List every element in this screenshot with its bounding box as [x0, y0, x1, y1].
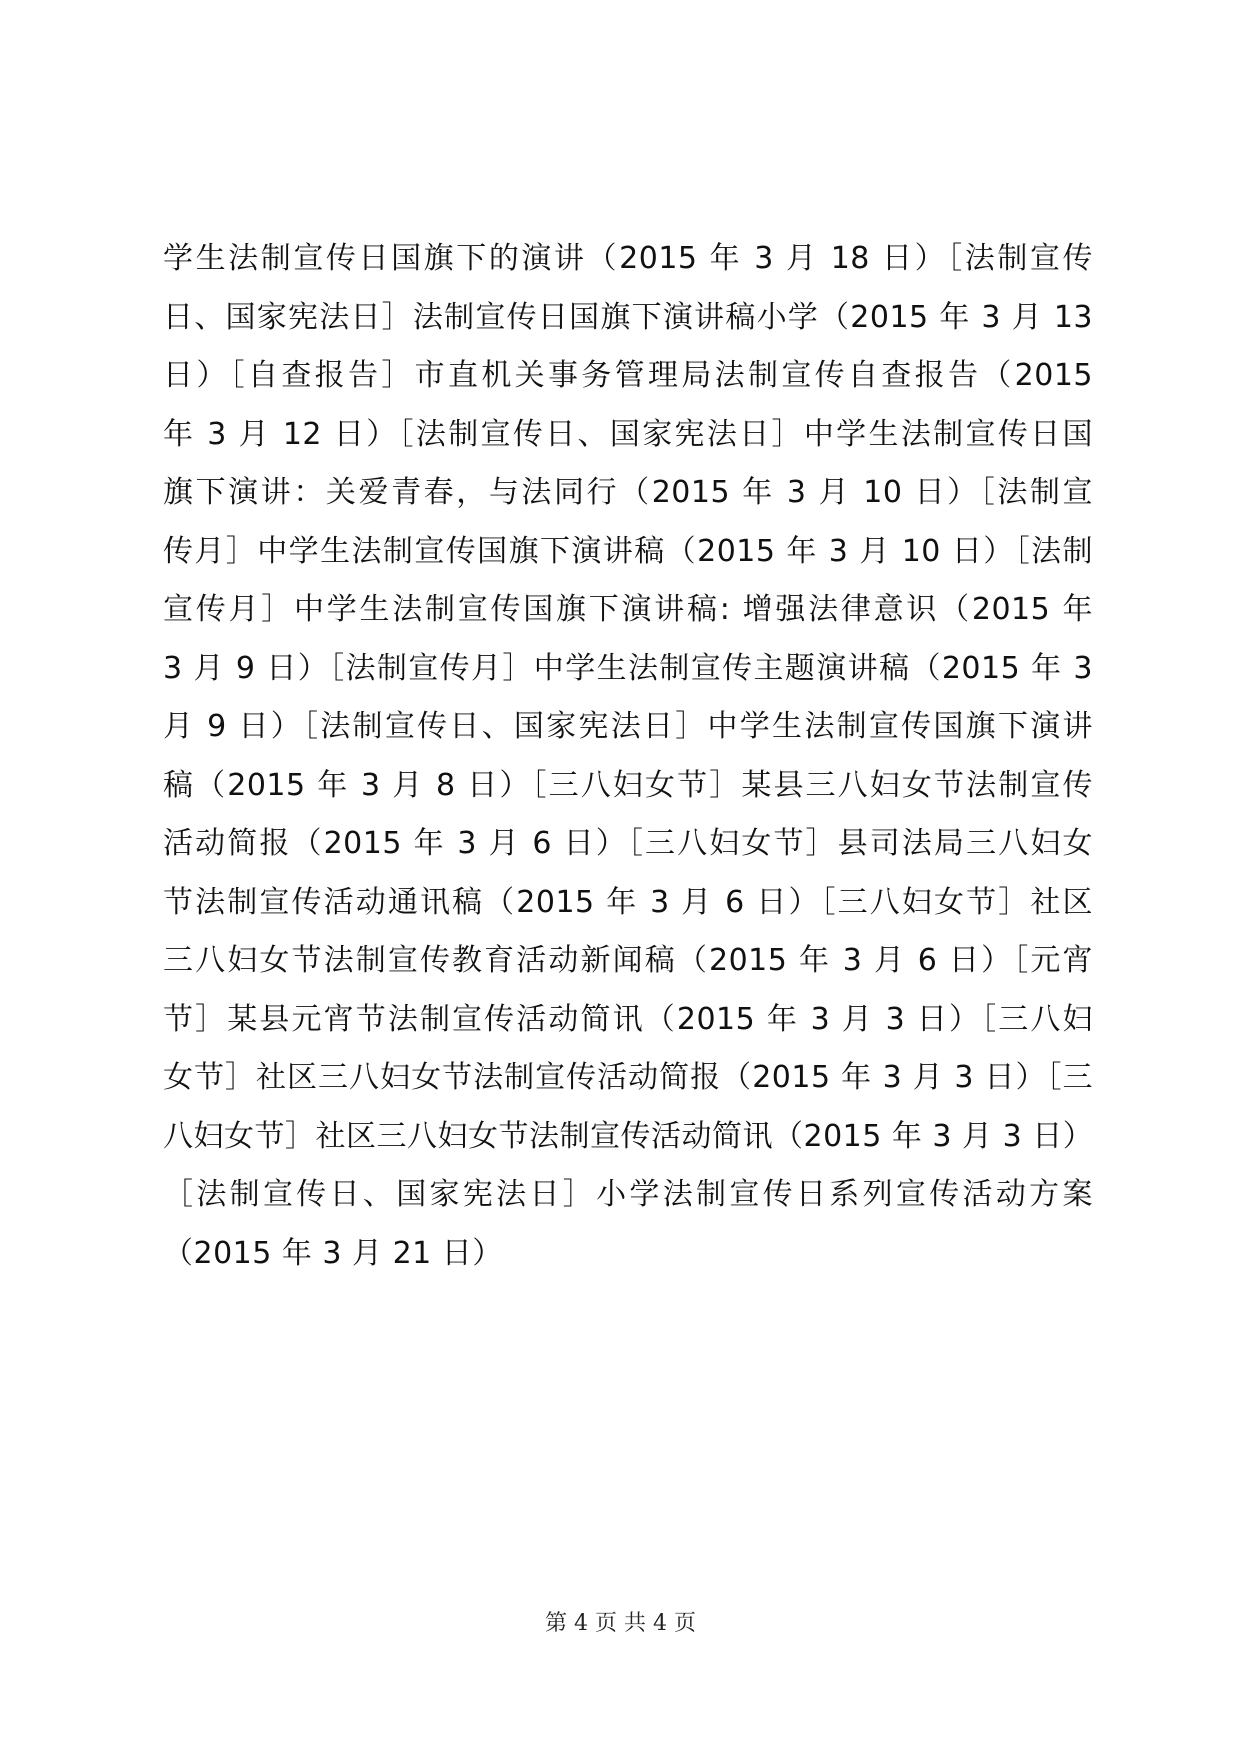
text-line: 宣传月］中学生法制宣传国旗下演讲稿: 增强法律意识（2015 年	[163, 592, 1093, 627]
text-line: ［法制宣传日、国家宪法日］小学法制宣传日系列宣传活动方案	[163, 1177, 1093, 1212]
text-line: 月 9 日）［法制宣传日、国家宪法日］中学生法制宣传国旗下演讲	[163, 709, 1093, 744]
text-line: 学生法制宣传日国旗下的演讲（2015 年 3 月 18 日）［法制宣传	[163, 241, 1093, 276]
text-line: 传月］中学生法制宣传国旗下演讲稿（2015 年 3 月 10 日）［法制	[163, 533, 1093, 569]
page-number-footer: 第 4 页 共 4 页	[545, 1611, 696, 1636]
text-line: 女节］社区三八妇女节法制宣传活动简报（2015 年 3 月 3 日）［三	[163, 1060, 1093, 1095]
text-line: 节法制宣传活动通讯稿（2015 年 3 月 6 日）［三八妇女节］社区	[163, 884, 1093, 920]
text-line: 八妇女节］社区三八妇女节法制宣传活动简讯（2015 年 3 月 3 日）	[163, 1118, 1094, 1154]
text-line: 活动简报（2015 年 3 月 6 日）［三八妇女节］县司法局三八妇女	[163, 826, 1093, 861]
text-line: 3 月 9 日）［法制宣传月］中学生法制宣传主题演讲稿（2015 年 3	[163, 650, 1093, 686]
text-line: 年 3 月 12 日）［法制宣传日、国家宪法日］中学生法制宣传日国	[163, 416, 1093, 452]
text-line: 旗下演讲：关爱青春，与法同行（2015 年 3 月 10 日）［法制宣	[163, 475, 1093, 510]
text-line: 日、国家宪法日］法制宣传日国旗下演讲稿小学（2015 年 3 月 13	[163, 299, 1093, 335]
text-line: （2015 年 3 月 21 日）	[163, 1235, 503, 1271]
text-line: 节］某县元宵节法制宣传活动简讯（2015 年 3 月 3 日）［三八妇	[163, 1001, 1093, 1037]
text-line: 稿（2015 年 3 月 8 日）［三八妇女节］某县三八妇女节法制宣传	[163, 767, 1093, 803]
text-line: 三八妇女节法制宣传教育活动新闻稿（2015 年 3 月 6 日）［元宵	[163, 943, 1093, 978]
body-paragraph	[163, 230, 1093, 1283]
text-line: 日）［自查报告］市直机关事务管理局法制宣传自查报告（2015	[163, 358, 1093, 393]
